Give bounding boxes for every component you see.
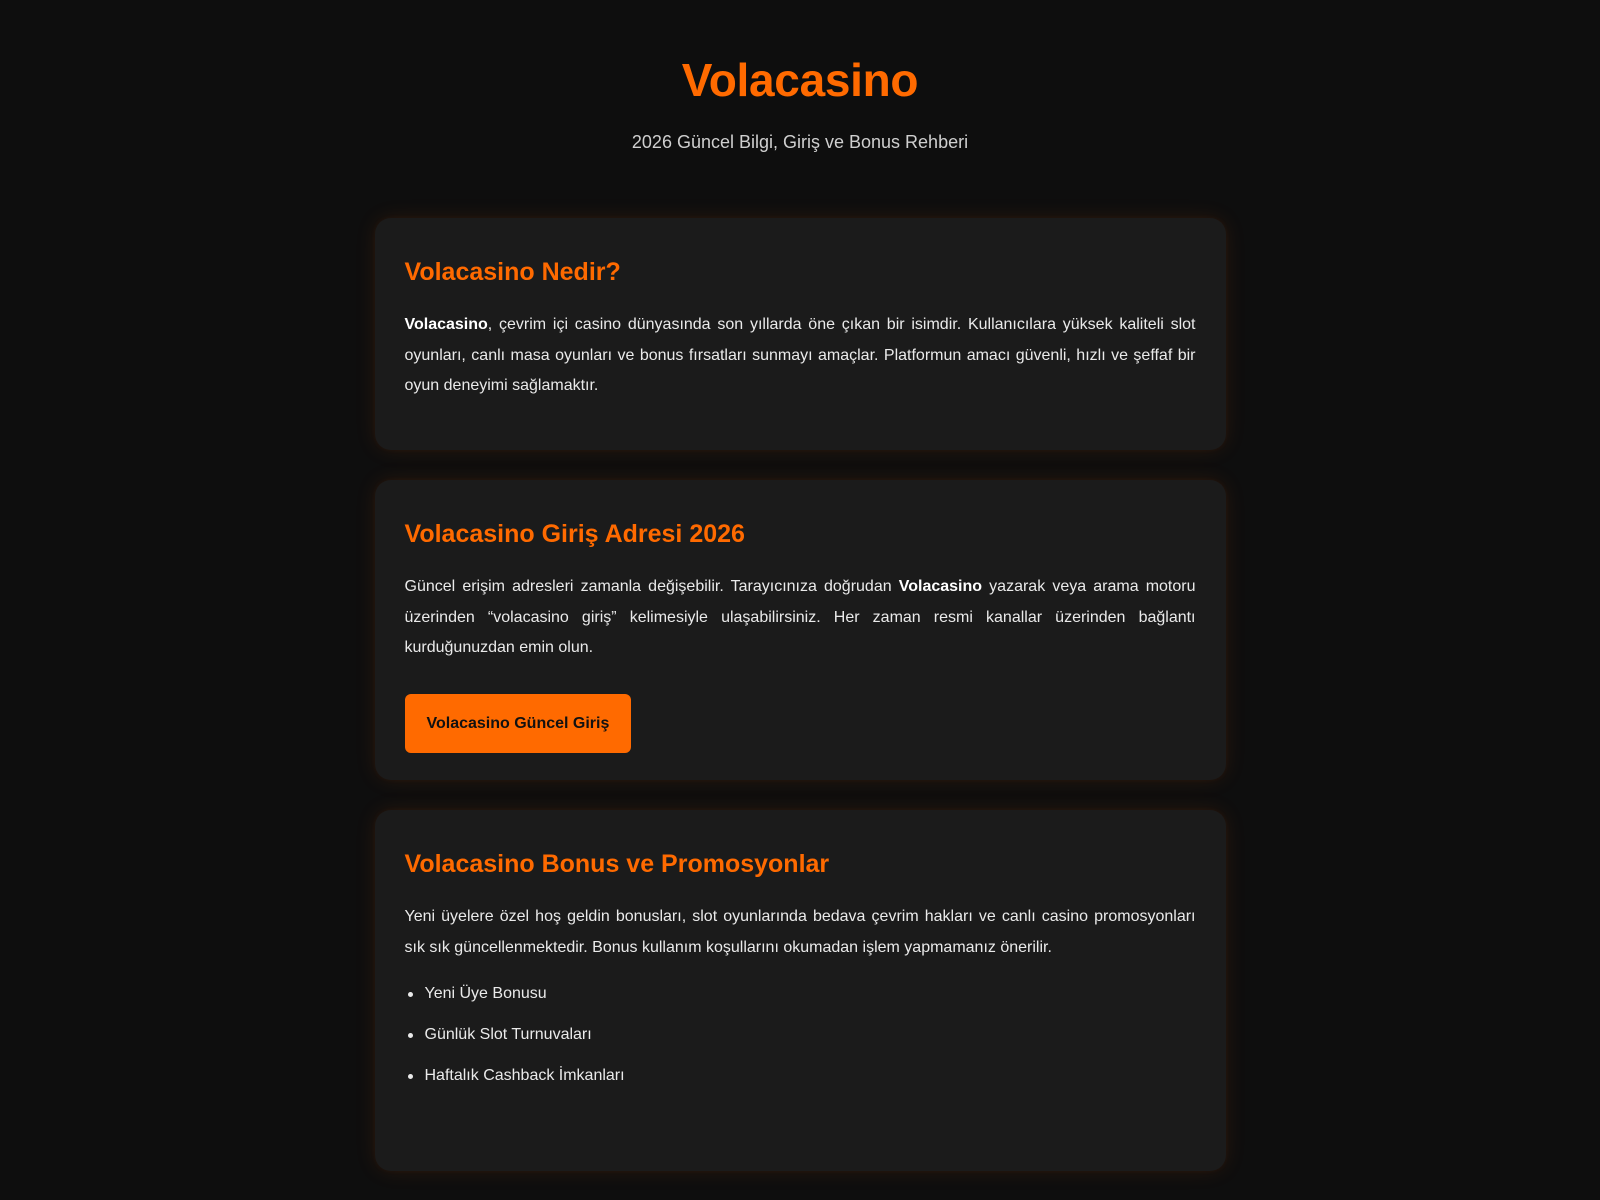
page-header <box>0 0 1600 154</box>
list-item <box>425 983 1196 1005</box>
bullet-icon <box>408 992 413 997</box>
bold-brand: Volacasino <box>404 316 488 333</box>
bonus-list <box>405 983 1196 1087</box>
paragraph-text: , çevrim içi casino dünyasında son yıllarda öne çıkan bir isimdir. Kullanıcılara yüksek kaliteli slot oyunları, canlı masa oyunları ve bonus fırsatları sunmayı amaçlar. Platformun amacı güvenli, hızlı ve şeffaf bir oyun deneyimi sağlamaktır. <box>404 316 1196 394</box>
section-paragraph <box>405 572 1196 664</box>
list-item <box>425 1024 1196 1046</box>
list-item-label: Haftalık Cashback İmkanları <box>424 1067 625 1084</box>
site-subtitle: 2026 Güncel Bilgi, Giriş ve Bonus Rehberi <box>631 132 969 152</box>
list-item-label: Yeni Üye Bonusu <box>424 985 547 1002</box>
section-paragraph <box>405 310 1196 402</box>
section-heading: Volacasino Nedir? <box>404 258 621 286</box>
section-heading: Volacasino Bonus ve Promosyonlar <box>404 850 830 878</box>
section-bonus-promotions <box>375 810 1226 1171</box>
site-title: Volacasino <box>681 54 919 106</box>
list-item <box>425 1065 1196 1087</box>
section-heading: Volacasino Giriş Adresi 2026 <box>404 520 745 548</box>
main-content <box>375 218 1226 1171</box>
list-item-label: Günlük Slot Turnuvaları <box>424 1026 592 1043</box>
bold-brand: Volacasino <box>898 578 983 595</box>
current-login-button[interactable]: Volacasino Güncel Giriş <box>405 694 632 753</box>
paragraph-text: yazarak veya arama motoru üzerinden “volacasino giriş” kelimesiyle ulaşabilirsiniz. Her zaman resmi kanallar üzerinden bağlantı kurduğunuzdan emin olun. <box>404 578 1196 656</box>
bullet-icon <box>408 1033 413 1038</box>
paragraph-text: Güncel erişim adresleri zamanla değişebilir. Tarayıcınıza doğrudan <box>404 578 899 595</box>
section-what-is <box>375 218 1226 450</box>
section-login-address <box>375 480 1226 780</box>
bullet-icon <box>408 1074 413 1079</box>
section-paragraph: Yeni üyelere özel hoş geldin bonusları, slot oyunlarında bedava çevrim hakları ve canlı casino promosyonları sık sık güncellenmektedir. Bonus kullanım koşullarını okumadan işlem yapmamanız önerilir. <box>404 908 1196 956</box>
